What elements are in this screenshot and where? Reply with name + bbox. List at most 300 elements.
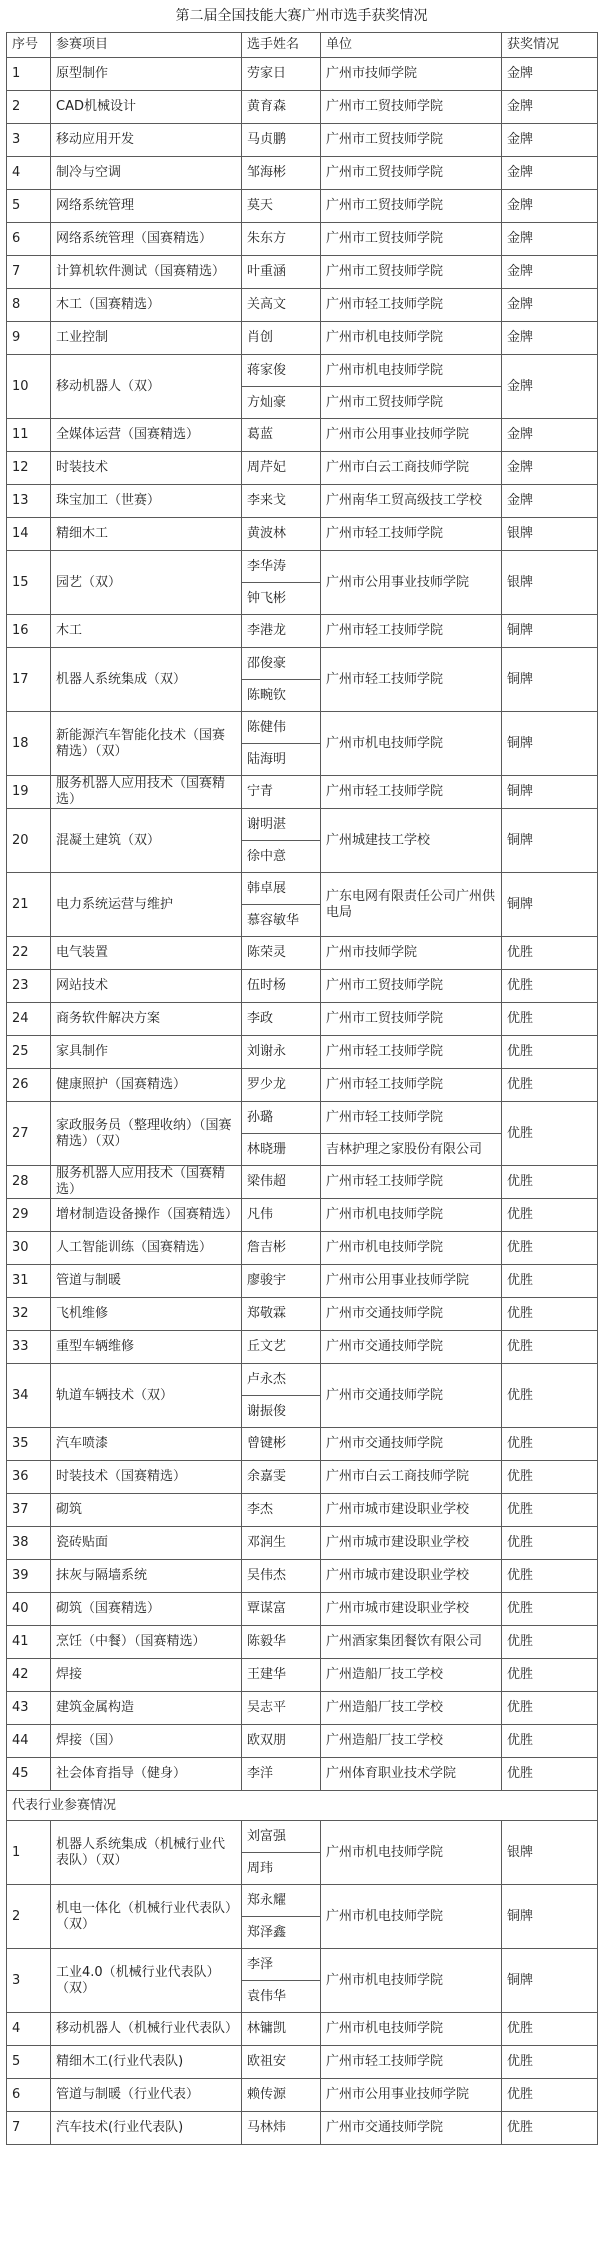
cell-no: 2 <box>7 1885 51 1949</box>
cell-name: 莫天 <box>242 190 321 223</box>
cell-unit: 广州城建技工学校 <box>321 809 502 873</box>
cell-no: 43 <box>7 1692 51 1725</box>
cell-award: 优胜 <box>502 1626 598 1659</box>
cell-event: 工业4.0（机械行业代表队）（双） <box>51 1949 242 2013</box>
cell-award: 优胜 <box>502 1725 598 1758</box>
cell-award: 优胜 <box>502 1199 598 1232</box>
cell-unit: 广州市工贸技师学院 <box>321 124 502 157</box>
cell-no: 44 <box>7 1725 51 1758</box>
cell-award: 金牌 <box>502 452 598 485</box>
cell-name: 韩卓展 <box>242 873 321 905</box>
table-row <box>7 1949 598 1981</box>
cell-name: 周玮 <box>242 1853 321 1885</box>
cell-award: 铜牌 <box>502 648 598 712</box>
cell-unit: 广州市机电技师学院 <box>321 1885 502 1949</box>
cell-event: 制冷与空调 <box>51 157 242 190</box>
cell-event: 全媒体运营（国赛精选） <box>51 419 242 452</box>
cell-no: 27 <box>7 1102 51 1166</box>
header-award: 获奖情况 <box>502 33 598 58</box>
cell-event: 管道与制暖 <box>51 1265 242 1298</box>
cell-event: 机电一体化（机械行业代表队）（双） <box>51 1885 242 1949</box>
cell-name: 葛蓝 <box>242 419 321 452</box>
cell-name: 陈健伟 <box>242 712 321 744</box>
cell-event: 管道与制暖（行业代表） <box>51 2079 242 2112</box>
table-row <box>7 712 598 744</box>
table-row <box>7 1692 598 1725</box>
cell-event: 电气装置 <box>51 937 242 970</box>
table-row <box>7 1461 598 1494</box>
cell-name: 邵俊豪 <box>242 648 321 680</box>
cell-event: 电力系统运营与维护 <box>51 873 242 937</box>
table-row <box>7 1494 598 1527</box>
cell-award: 金牌 <box>502 223 598 256</box>
table-row <box>7 157 598 190</box>
cell-event: 瓷砖贴面 <box>51 1527 242 1560</box>
cell-name: 郑永耀 <box>242 1885 321 1917</box>
cell-name: 孙璐 <box>242 1102 321 1134</box>
cell-event: 精细木工 <box>51 518 242 551</box>
cell-no: 35 <box>7 1428 51 1461</box>
cell-award: 铜牌 <box>502 1885 598 1949</box>
cell-name: 赖传源 <box>242 2079 321 2112</box>
cell-event: 计算机软件测试（国赛精选） <box>51 256 242 289</box>
cell-award: 优胜 <box>502 1692 598 1725</box>
cell-name: 方灿豪 <box>242 387 321 419</box>
cell-unit: 广州市白云工商技师学院 <box>321 1461 502 1494</box>
table-row <box>7 1659 598 1692</box>
cell-award: 铜牌 <box>502 712 598 776</box>
table-row <box>7 1885 598 1917</box>
table-row <box>7 485 598 518</box>
cell-award: 优胜 <box>502 1461 598 1494</box>
cell-event: 木工 <box>51 615 242 648</box>
cell-unit: 广州市机电技师学院 <box>321 1199 502 1232</box>
cell-name: 袁伟华 <box>242 1981 321 2013</box>
cell-no: 4 <box>7 2013 51 2046</box>
awards-table <box>6 32 598 2145</box>
cell-event: 工业控制 <box>51 322 242 355</box>
cell-event: 服务机器人应用技术（国赛精选） <box>51 1166 242 1199</box>
cell-no: 22 <box>7 937 51 970</box>
cell-name: 黄波林 <box>242 518 321 551</box>
cell-name: 郑敬霖 <box>242 1298 321 1331</box>
cell-unit: 广州市工贸技师学院 <box>321 190 502 223</box>
cell-event: 飞机维修 <box>51 1298 242 1331</box>
cell-no: 34 <box>7 1364 51 1428</box>
cell-event: 人工智能训练（国赛精选） <box>51 1232 242 1265</box>
table-row <box>7 648 598 680</box>
cell-unit: 广州市机电技师学院 <box>321 355 502 387</box>
cell-unit: 广州市工贸技师学院 <box>321 157 502 190</box>
cell-name: 李泽 <box>242 1949 321 1981</box>
cell-name: 梁伟超 <box>242 1166 321 1199</box>
cell-name: 关高文 <box>242 289 321 322</box>
cell-award: 优胜 <box>502 1298 598 1331</box>
table-row <box>7 1003 598 1036</box>
page-title: 第二届全国技能大赛广州市选手获奖情况 <box>175 8 428 24</box>
cell-event: 服务机器人应用技术（国赛精选） <box>51 776 242 809</box>
cell-no: 20 <box>7 809 51 873</box>
cell-unit: 广州市工贸技师学院 <box>321 256 502 289</box>
table-row <box>7 1593 598 1626</box>
cell-unit: 广州市机电技师学院 <box>321 322 502 355</box>
table-row <box>7 223 598 256</box>
cell-name: 邓润生 <box>242 1527 321 1560</box>
cell-award: 优胜 <box>502 1331 598 1364</box>
table-row <box>7 1232 598 1265</box>
cell-name: 李洋 <box>242 1758 321 1791</box>
cell-name: 卢永杰 <box>242 1364 321 1396</box>
table-row <box>7 1560 598 1593</box>
table-row <box>7 1527 598 1560</box>
cell-unit: 广州市城市建设职业学校 <box>321 1560 502 1593</box>
cell-event: 移动机器人（双） <box>51 355 242 419</box>
cell-unit: 广州市机电技师学院 <box>321 1821 502 1885</box>
table-row <box>7 2013 598 2046</box>
cell-no: 28 <box>7 1166 51 1199</box>
cell-name: 欧祖安 <box>242 2046 321 2079</box>
cell-award: 铜牌 <box>502 809 598 873</box>
cell-name: 罗少龙 <box>242 1069 321 1102</box>
cell-no: 39 <box>7 1560 51 1593</box>
cell-award: 优胜 <box>502 1102 598 1166</box>
cell-name: 刘富强 <box>242 1821 321 1853</box>
cell-event: 健康照护（国赛精选） <box>51 1069 242 1102</box>
section-row <box>7 1791 598 1821</box>
cell-award: 银牌 <box>502 518 598 551</box>
cell-name: 陈毅华 <box>242 1626 321 1659</box>
cell-event: 砌筑（国赛精选） <box>51 1593 242 1626</box>
cell-name: 余嘉雯 <box>242 1461 321 1494</box>
header-event: 参赛项目 <box>51 33 242 58</box>
table-row <box>7 2046 598 2079</box>
cell-no: 37 <box>7 1494 51 1527</box>
header-unit: 单位 <box>321 33 502 58</box>
table-row <box>7 970 598 1003</box>
cell-unit: 广州酒家集团餐饮有限公司 <box>321 1626 502 1659</box>
cell-unit: 广州市机电技师学院 <box>321 2013 502 2046</box>
cell-name: 宁青 <box>242 776 321 809</box>
cell-award: 优胜 <box>502 1593 598 1626</box>
cell-event: 增材制造设备操作（国赛精选） <box>51 1199 242 1232</box>
cell-unit: 广州市轻工技师学院 <box>321 1036 502 1069</box>
cell-no: 3 <box>7 1949 51 2013</box>
cell-event: 汽车喷漆 <box>51 1428 242 1461</box>
cell-no: 7 <box>7 256 51 289</box>
cell-event: 网站技术 <box>51 970 242 1003</box>
cell-name: 钟飞彬 <box>242 583 321 615</box>
cell-unit: 广州造船厂技工学校 <box>321 1692 502 1725</box>
cell-event: 抹灰与隔墙系统 <box>51 1560 242 1593</box>
cell-unit: 广州造船厂技工学校 <box>321 1659 502 1692</box>
cell-name: 慕容敏华 <box>242 905 321 937</box>
cell-no: 40 <box>7 1593 51 1626</box>
cell-name: 周芹妃 <box>242 452 321 485</box>
table-row <box>7 551 598 583</box>
table-row <box>7 1069 598 1102</box>
cell-name: 王建华 <box>242 1659 321 1692</box>
cell-event: 焊接 <box>51 1659 242 1692</box>
cell-event: 精细木工(行业代表队) <box>51 2046 242 2079</box>
cell-no: 6 <box>7 2079 51 2112</box>
cell-award: 金牌 <box>502 355 598 419</box>
cell-award: 金牌 <box>502 190 598 223</box>
table-row <box>7 809 598 841</box>
table-row <box>7 1725 598 1758</box>
cell-no: 23 <box>7 970 51 1003</box>
cell-unit: 广州市轻工技师学院 <box>321 648 502 712</box>
cell-name: 马贞鹏 <box>242 124 321 157</box>
cell-name: 徐中意 <box>242 841 321 873</box>
cell-event: 商务软件解决方案 <box>51 1003 242 1036</box>
table-row <box>7 124 598 157</box>
cell-name: 陈畹钦 <box>242 680 321 712</box>
table-row <box>7 419 598 452</box>
cell-name: 伍时杨 <box>242 970 321 1003</box>
cell-award: 铜牌 <box>502 615 598 648</box>
cell-unit: 广州市轻工技师学院 <box>321 2046 502 2079</box>
table-row <box>7 776 598 809</box>
cell-name: 陆海明 <box>242 744 321 776</box>
cell-no: 2 <box>7 91 51 124</box>
table-row <box>7 1199 598 1232</box>
cell-no: 12 <box>7 452 51 485</box>
cell-name: 朱东方 <box>242 223 321 256</box>
cell-name: 曾键彬 <box>242 1428 321 1461</box>
cell-unit: 广州市城市建设职业学校 <box>321 1593 502 1626</box>
cell-award: 金牌 <box>502 91 598 124</box>
cell-event: 烹饪（中餐）（国赛精选） <box>51 1626 242 1659</box>
cell-name: 李来戈 <box>242 485 321 518</box>
cell-event: 新能源汽车智能化技术（国赛精选）（双） <box>51 712 242 776</box>
table-row <box>7 1428 598 1461</box>
cell-no: 5 <box>7 190 51 223</box>
cell-event: 机器人系统集成（双） <box>51 648 242 712</box>
cell-award: 优胜 <box>502 1560 598 1593</box>
cell-no: 14 <box>7 518 51 551</box>
cell-unit: 广州市公用事业技师学院 <box>321 419 502 452</box>
cell-name: 蒋家俊 <box>242 355 321 387</box>
cell-no: 18 <box>7 712 51 776</box>
cell-event: 园艺（双） <box>51 551 242 615</box>
cell-unit: 广州市工贸技师学院 <box>321 1003 502 1036</box>
table-row <box>7 289 598 322</box>
cell-event: 家政服务员（整理收纳）（国赛精选）（双） <box>51 1102 242 1166</box>
cell-unit: 吉林护理之家股份有限公司 <box>321 1134 502 1166</box>
cell-name: 马林炜 <box>242 2112 321 2145</box>
cell-no: 11 <box>7 419 51 452</box>
cell-award: 优胜 <box>502 1069 598 1102</box>
table-row <box>7 1331 598 1364</box>
table-row <box>7 91 598 124</box>
cell-name: 谢明湛 <box>242 809 321 841</box>
cell-name: 林镛凯 <box>242 2013 321 2046</box>
table-row <box>7 518 598 551</box>
cell-unit: 广州市城市建设职业学校 <box>321 1494 502 1527</box>
cell-unit: 广州市公用事业技师学院 <box>321 1265 502 1298</box>
cell-unit: 广州市城市建设职业学校 <box>321 1527 502 1560</box>
cell-no: 8 <box>7 289 51 322</box>
table-row <box>7 1364 598 1396</box>
cell-award: 铜牌 <box>502 776 598 809</box>
cell-no: 30 <box>7 1232 51 1265</box>
table-row <box>7 1265 598 1298</box>
cell-award: 优胜 <box>502 1428 598 1461</box>
cell-no: 13 <box>7 485 51 518</box>
header-name: 选手姓名 <box>242 33 321 58</box>
cell-no: 45 <box>7 1758 51 1791</box>
cell-award: 优胜 <box>502 1003 598 1036</box>
cell-unit: 广州市公用事业技师学院 <box>321 2079 502 2112</box>
cell-no: 1 <box>7 1821 51 1885</box>
cell-unit: 广州市轻工技师学院 <box>321 518 502 551</box>
cell-name: 邹海彬 <box>242 157 321 190</box>
cell-award: 优胜 <box>502 1265 598 1298</box>
cell-event: 汽车技术(行业代表队) <box>51 2112 242 2145</box>
cell-event: 移动机器人（机械行业代表队） <box>51 2013 242 2046</box>
cell-no: 31 <box>7 1265 51 1298</box>
cell-name: 凡伟 <box>242 1199 321 1232</box>
cell-no: 6 <box>7 223 51 256</box>
cell-award: 优胜 <box>502 1758 598 1791</box>
table-row <box>7 2112 598 2145</box>
cell-event: 移动应用开发 <box>51 124 242 157</box>
cell-no: 17 <box>7 648 51 712</box>
cell-unit: 广州市白云工商技师学院 <box>321 452 502 485</box>
cell-name: 吴伟杰 <box>242 1560 321 1593</box>
cell-unit: 广州市机电技师学院 <box>321 1949 502 2013</box>
cell-unit: 广州市机电技师学院 <box>321 712 502 776</box>
cell-unit: 广州造船厂技工学校 <box>321 1725 502 1758</box>
cell-unit: 广州市交通技师学院 <box>321 1428 502 1461</box>
cell-name: 覃谋富 <box>242 1593 321 1626</box>
cell-award: 优胜 <box>502 2112 598 2145</box>
cell-name: 陈荣灵 <box>242 937 321 970</box>
cell-award: 银牌 <box>502 551 598 615</box>
cell-unit: 广州市工贸技师学院 <box>321 223 502 256</box>
cell-award: 优胜 <box>502 1527 598 1560</box>
cell-event: 网络系统管理 <box>51 190 242 223</box>
cell-name: 劳家日 <box>242 58 321 91</box>
cell-award: 优胜 <box>502 2046 598 2079</box>
cell-award: 金牌 <box>502 157 598 190</box>
cell-no: 25 <box>7 1036 51 1069</box>
section-title: 代表行业参赛情况 <box>7 1791 598 1821</box>
cell-event: 重型车辆维修 <box>51 1331 242 1364</box>
table-row <box>7 322 598 355</box>
cell-unit: 广东电网有限责任公司广州供电局 <box>321 873 502 937</box>
cell-unit: 广州市工贸技师学院 <box>321 387 502 419</box>
cell-event: 焊接（国） <box>51 1725 242 1758</box>
cell-award: 金牌 <box>502 256 598 289</box>
cell-no: 42 <box>7 1659 51 1692</box>
cell-event: 珠宝加工（世赛） <box>51 485 242 518</box>
table-row <box>7 452 598 485</box>
cell-no: 9 <box>7 322 51 355</box>
cell-unit: 广州市技师学院 <box>321 58 502 91</box>
cell-unit: 广州市工贸技师学院 <box>321 91 502 124</box>
cell-no: 41 <box>7 1626 51 1659</box>
table-header-row <box>7 33 598 58</box>
cell-name: 谢振俊 <box>242 1396 321 1428</box>
cell-name: 李政 <box>242 1003 321 1036</box>
cell-event: 木工（国赛精选） <box>51 289 242 322</box>
cell-no: 16 <box>7 615 51 648</box>
cell-award: 金牌 <box>502 322 598 355</box>
cell-no: 21 <box>7 873 51 937</box>
cell-award: 优胜 <box>502 1036 598 1069</box>
cell-no: 3 <box>7 124 51 157</box>
cell-no: 19 <box>7 776 51 809</box>
cell-award: 优胜 <box>502 937 598 970</box>
cell-event: 建筑金属构造 <box>51 1692 242 1725</box>
cell-no: 15 <box>7 551 51 615</box>
table-row <box>7 190 598 223</box>
cell-unit: 广州市轻工技师学院 <box>321 776 502 809</box>
table-row <box>7 1821 598 1853</box>
cell-no: 32 <box>7 1298 51 1331</box>
cell-unit: 广州市轻工技师学院 <box>321 615 502 648</box>
cell-name: 叶重涵 <box>242 256 321 289</box>
cell-award: 金牌 <box>502 289 598 322</box>
cell-unit: 广州市轻工技师学院 <box>321 1166 502 1199</box>
cell-name: 丘文艺 <box>242 1331 321 1364</box>
cell-unit: 广州市机电技师学院 <box>321 1232 502 1265</box>
cell-event: CAD机械设计 <box>51 91 242 124</box>
cell-no: 33 <box>7 1331 51 1364</box>
cell-unit: 广州市交通技师学院 <box>321 1298 502 1331</box>
table-body <box>7 58 598 2145</box>
cell-event: 混凝土建筑（双） <box>51 809 242 873</box>
cell-event: 时装技术 <box>51 452 242 485</box>
cell-name: 黄育森 <box>242 91 321 124</box>
cell-unit: 广州市轻工技师学院 <box>321 289 502 322</box>
cell-award: 优胜 <box>502 1232 598 1265</box>
cell-name: 吴志平 <box>242 1692 321 1725</box>
table-row <box>7 1036 598 1069</box>
table-row <box>7 937 598 970</box>
table-row <box>7 58 598 91</box>
cell-award: 银牌 <box>502 1821 598 1885</box>
cell-event: 原型制作 <box>51 58 242 91</box>
table-row <box>7 2079 598 2112</box>
cell-name: 郑泽鑫 <box>242 1917 321 1949</box>
cell-no: 38 <box>7 1527 51 1560</box>
cell-unit: 广州南华工贸高级技工学校 <box>321 485 502 518</box>
table-row <box>7 615 598 648</box>
header-no: 序号 <box>7 33 51 58</box>
cell-unit: 广州市轻工技师学院 <box>321 1069 502 1102</box>
cell-no: 29 <box>7 1199 51 1232</box>
cell-name: 李港龙 <box>242 615 321 648</box>
cell-award: 金牌 <box>502 58 598 91</box>
cell-unit: 广州市交通技师学院 <box>321 1364 502 1428</box>
cell-name: 欧双朋 <box>242 1725 321 1758</box>
table-row <box>7 256 598 289</box>
cell-award: 优胜 <box>502 1166 598 1199</box>
cell-name: 李杰 <box>242 1494 321 1527</box>
cell-award: 优胜 <box>502 1364 598 1428</box>
cell-no: 4 <box>7 157 51 190</box>
table-row <box>7 873 598 905</box>
cell-award: 金牌 <box>502 485 598 518</box>
cell-award: 金牌 <box>502 419 598 452</box>
cell-no: 10 <box>7 355 51 419</box>
cell-unit: 广州市交通技师学院 <box>321 2112 502 2145</box>
table-row <box>7 1758 598 1791</box>
cell-no: 36 <box>7 1461 51 1494</box>
cell-no: 26 <box>7 1069 51 1102</box>
